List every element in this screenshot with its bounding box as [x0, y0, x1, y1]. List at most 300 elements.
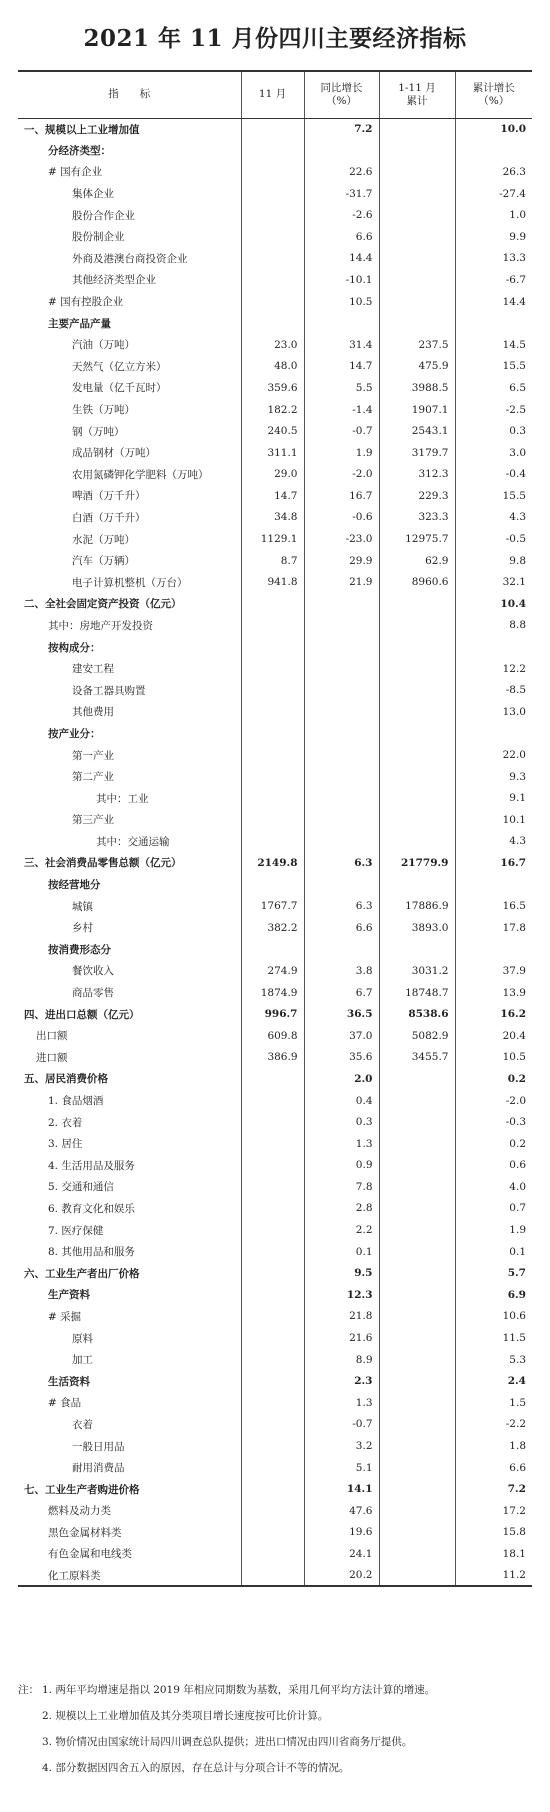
- row-cumulative-growth: 9.1: [455, 787, 532, 809]
- row-indicator: 汽车（万辆）: [72, 555, 135, 568]
- row-cumulative-growth: -0.4: [455, 464, 532, 486]
- table-row: [18, 291, 532, 313]
- row-indicator: 钢（万吨）: [72, 425, 125, 438]
- row-indicator: 第一产业: [72, 749, 114, 762]
- row-yoy-growth: 21.9: [304, 571, 379, 593]
- row-month-value: [241, 1543, 304, 1565]
- row-yoy-growth: [304, 658, 379, 680]
- row-cumulative-growth: -6.7: [455, 269, 532, 291]
- row-cumulative-growth: 1.9: [455, 1219, 532, 1241]
- table-row: [18, 982, 532, 1004]
- header-cumulative-growth: 累计增长 （%）: [455, 71, 532, 118]
- row-month-value: [241, 140, 304, 162]
- row-yoy-growth: 24.1: [304, 1543, 379, 1565]
- table-row: [18, 1219, 532, 1241]
- table-row: [18, 442, 532, 464]
- row-indicator: 生铁（万吨）: [72, 404, 135, 417]
- row-cumulative-value: [379, 1111, 455, 1133]
- row-yoy-growth: -2.0: [304, 464, 379, 486]
- table-row: [18, 1068, 532, 1090]
- row-yoy-growth: [304, 679, 379, 701]
- table-row: [18, 1025, 532, 1047]
- row-cumulative-value: [379, 1370, 455, 1392]
- row-cumulative-value: [379, 161, 455, 183]
- table-row: [18, 312, 532, 334]
- row-yoy-growth: 21.6: [304, 1327, 379, 1349]
- table-row: [18, 809, 532, 831]
- row-cumulative-value: [379, 1349, 455, 1371]
- row-month-value: [241, 809, 304, 831]
- footnote-item: [18, 1735, 532, 1749]
- table-row: [18, 679, 532, 701]
- row-indicator: 7. 医疗保健: [48, 1224, 104, 1237]
- row-month-value: [241, 1370, 304, 1392]
- row-cumulative-value: 12975.7: [379, 528, 455, 550]
- row-yoy-growth: 20.2: [304, 1565, 379, 1587]
- table-row: [18, 464, 532, 486]
- row-cumulative-growth: [455, 939, 532, 961]
- row-cumulative-growth: -2.5: [455, 399, 532, 421]
- row-month-value: [241, 766, 304, 788]
- row-month-value: [241, 1392, 304, 1414]
- table-row: [18, 183, 532, 205]
- table-row: [18, 1306, 532, 1328]
- table-row: [18, 1327, 532, 1349]
- header-cumulative: 1-11 月 累计: [379, 71, 455, 118]
- table-row: [18, 636, 532, 658]
- row-cumulative-value: 3455.7: [379, 1047, 455, 1069]
- row-cumulative-value: [379, 1262, 455, 1284]
- row-month-value: [241, 291, 304, 313]
- table-row: [18, 140, 532, 162]
- row-indicator: 其中：房地产开发投资: [48, 619, 153, 632]
- row-cumulative-value: [379, 939, 455, 961]
- row-cumulative-growth: [455, 636, 532, 658]
- table-row: [18, 1262, 532, 1284]
- row-indicator: 商品零售: [72, 987, 114, 1000]
- row-yoy-growth: 35.6: [304, 1047, 379, 1069]
- row-cumulative-growth: 0.3: [455, 420, 532, 442]
- row-indicator: 1. 食品烟酒: [48, 1095, 104, 1108]
- row-cumulative-growth: 26.3: [455, 161, 532, 183]
- row-yoy-growth: -31.7: [304, 183, 379, 205]
- row-indicator: 水泥（万吨）: [72, 533, 135, 546]
- row-indicator: 五、居民消费价格: [24, 1073, 108, 1086]
- row-month-value: [241, 1176, 304, 1198]
- row-cumulative-value: [379, 1327, 455, 1349]
- row-cumulative-growth: 13.0: [455, 701, 532, 723]
- row-indicator: # 国有控股企业: [48, 296, 124, 309]
- row-cumulative-value: [379, 636, 455, 658]
- row-cumulative-value: [379, 1392, 455, 1414]
- row-yoy-growth: 7.8: [304, 1176, 379, 1198]
- row-indicator: 发电量（亿千瓦时）: [72, 382, 167, 395]
- row-indicator: 电子计算机整机（万台）: [72, 576, 188, 589]
- row-cumulative-value: 8960.6: [379, 571, 455, 593]
- row-cumulative-growth: 15.5: [455, 485, 532, 507]
- row-cumulative-growth: -0.3: [455, 1111, 532, 1133]
- row-cumulative-growth: 11.5: [455, 1327, 532, 1349]
- row-month-value: [241, 1068, 304, 1090]
- row-yoy-growth: 6.3: [304, 895, 379, 917]
- row-yoy-growth: -23.0: [304, 528, 379, 550]
- row-cumulative-growth: [455, 723, 532, 745]
- table-row: [18, 399, 532, 421]
- row-month-value: [241, 1435, 304, 1457]
- row-indicator: 白酒（万千升）: [72, 511, 146, 524]
- row-month-value: 1129.1: [241, 528, 304, 550]
- table-row: [18, 787, 532, 809]
- table-row: [18, 701, 532, 723]
- table-row: [18, 334, 532, 356]
- table-row: [18, 1522, 532, 1544]
- row-cumulative-growth: 10.1: [455, 809, 532, 831]
- row-indicator: 生活资料: [48, 1375, 90, 1388]
- row-cumulative-growth: 32.1: [455, 571, 532, 593]
- row-indicator: 按消费形态分: [48, 943, 111, 956]
- table-row: [18, 1565, 532, 1587]
- indicators-table: [18, 70, 532, 1587]
- row-cumulative-growth: 17.2: [455, 1500, 532, 1522]
- row-indicator: # 食品: [48, 1397, 82, 1410]
- row-yoy-growth: -1.4: [304, 399, 379, 421]
- row-cumulative-growth: 7.2: [455, 1478, 532, 1500]
- table-row: [18, 1090, 532, 1112]
- row-indicator: 一般日用品: [72, 1440, 125, 1453]
- row-month-value: [241, 1090, 304, 1112]
- row-month-value: [241, 1219, 304, 1241]
- row-month-value: 311.1: [241, 442, 304, 464]
- row-indicator: 四、进出口总额（亿元）: [24, 1008, 140, 1021]
- table-row: [18, 1155, 532, 1177]
- row-yoy-growth: 37.0: [304, 1025, 379, 1047]
- row-yoy-growth: 2.3: [304, 1370, 379, 1392]
- row-indicator: 七、工业生产者购进价格: [24, 1483, 140, 1496]
- row-cumulative-growth: -8.5: [455, 679, 532, 701]
- row-month-value: 23.0: [241, 334, 304, 356]
- row-cumulative-value: [379, 593, 455, 615]
- row-month-value: 609.8: [241, 1025, 304, 1047]
- header-indicator: 指 标: [18, 71, 241, 118]
- table-row: [18, 658, 532, 680]
- row-yoy-growth: -2.6: [304, 204, 379, 226]
- row-month-value: [241, 1262, 304, 1284]
- row-cumulative-value: [379, 658, 455, 680]
- row-cumulative-value: [379, 723, 455, 745]
- row-indicator: 原料: [72, 1332, 93, 1345]
- row-yoy-growth: [304, 636, 379, 658]
- row-cumulative-growth: 12.2: [455, 658, 532, 680]
- row-month-value: [241, 874, 304, 896]
- row-yoy-growth: 3.2: [304, 1435, 379, 1457]
- row-yoy-growth: [304, 787, 379, 809]
- row-cumulative-value: [379, 1133, 455, 1155]
- row-month-value: [241, 1565, 304, 1587]
- table-row: [18, 874, 532, 896]
- row-cumulative-growth: [455, 312, 532, 334]
- row-cumulative-value: 21779.9: [379, 852, 455, 874]
- row-cumulative-value: [379, 766, 455, 788]
- row-month-value: 1874.9: [241, 982, 304, 1004]
- row-cumulative-value: [379, 787, 455, 809]
- row-yoy-growth: 2.8: [304, 1198, 379, 1220]
- row-indicator: 股份制企业: [72, 231, 125, 244]
- row-indicator: 有色金属和电线类: [48, 1548, 132, 1561]
- row-cumulative-growth: 37.9: [455, 960, 532, 982]
- row-cumulative-value: [379, 118, 455, 140]
- row-month-value: [241, 615, 304, 637]
- row-yoy-growth: 0.9: [304, 1155, 379, 1177]
- row-indicator: 出口额: [36, 1030, 68, 1043]
- row-cumulative-growth: 1.0: [455, 204, 532, 226]
- row-yoy-growth: [304, 701, 379, 723]
- table-row: [18, 593, 532, 615]
- table-row: [18, 550, 532, 572]
- row-cumulative-growth: 22.0: [455, 744, 532, 766]
- footnotes: [18, 1683, 532, 1787]
- row-indicator: 6. 教育文化和娱乐: [48, 1202, 135, 1215]
- footnote-text: 2. 规模以上工业增加值及其分类项目增长速度按可比价计算。: [42, 1710, 329, 1722]
- row-month-value: 14.7: [241, 485, 304, 507]
- row-cumulative-growth: 15.8: [455, 1522, 532, 1544]
- row-yoy-growth: 31.4: [304, 334, 379, 356]
- row-yoy-growth: [304, 809, 379, 831]
- row-month-value: 386.9: [241, 1047, 304, 1069]
- table-row: [18, 1543, 532, 1565]
- row-cumulative-value: [379, 1306, 455, 1328]
- row-cumulative-growth: 11.2: [455, 1565, 532, 1587]
- row-cumulative-growth: 3.0: [455, 442, 532, 464]
- row-yoy-growth: 1.3: [304, 1392, 379, 1414]
- row-cumulative-growth: 13.9: [455, 982, 532, 1004]
- table-row: [18, 377, 532, 399]
- row-cumulative-value: [379, 1155, 455, 1177]
- footnote-item: [18, 1761, 532, 1775]
- row-month-value: 29.0: [241, 464, 304, 486]
- row-indicator: 衣着: [72, 1418, 93, 1431]
- row-cumulative-value: 62.9: [379, 550, 455, 572]
- row-yoy-growth: 6.7: [304, 982, 379, 1004]
- row-cumulative-value: 18748.7: [379, 982, 455, 1004]
- table-row: [18, 1198, 532, 1220]
- row-indicator: 建安工程: [72, 663, 114, 676]
- row-cumulative-growth: 10.0: [455, 118, 532, 140]
- row-yoy-growth: [304, 939, 379, 961]
- row-cumulative-value: 8538.6: [379, 1003, 455, 1025]
- row-indicator: 燃料及动力类: [48, 1505, 111, 1518]
- row-cumulative-growth: -0.5: [455, 528, 532, 550]
- row-cumulative-value: 5082.9: [379, 1025, 455, 1047]
- table-row: [18, 269, 532, 291]
- row-month-value: [241, 1284, 304, 1306]
- row-yoy-growth: 1.9: [304, 442, 379, 464]
- table-row: [18, 1414, 532, 1436]
- table-row: [18, 1241, 532, 1263]
- row-month-value: [241, 679, 304, 701]
- row-cumulative-growth: 0.7: [455, 1198, 532, 1220]
- table-row: [18, 766, 532, 788]
- row-indicator: 加工: [72, 1354, 93, 1367]
- table-row: [18, 226, 532, 248]
- row-month-value: [241, 1111, 304, 1133]
- row-indicator: 3. 居住: [48, 1138, 83, 1151]
- row-cumulative-value: [379, 809, 455, 831]
- row-cumulative-growth: 15.5: [455, 356, 532, 378]
- row-month-value: [241, 1522, 304, 1544]
- row-month-value: 8.7: [241, 550, 304, 572]
- footnote-prefix: [18, 1735, 42, 1749]
- footnote-prefix: [18, 1709, 42, 1723]
- row-cumulative-growth: 16.7: [455, 852, 532, 874]
- row-indicator: 化工原料类: [18, 1565, 241, 1587]
- row-month-value: [241, 1457, 304, 1479]
- row-indicator: 三、社会消费品零售总额（亿元）: [24, 857, 182, 870]
- row-cumulative-value: [379, 312, 455, 334]
- row-cumulative-value: [379, 1457, 455, 1479]
- row-month-value: [241, 1327, 304, 1349]
- row-yoy-growth: 14.7: [304, 356, 379, 378]
- row-cumulative-growth: 17.8: [455, 917, 532, 939]
- row-yoy-growth: 22.6: [304, 161, 379, 183]
- row-cumulative-growth: 0.2: [455, 1068, 532, 1090]
- row-cumulative-growth: 5.7: [455, 1262, 532, 1284]
- row-month-value: [241, 1414, 304, 1436]
- row-month-value: [241, 723, 304, 745]
- row-yoy-growth: 47.6: [304, 1500, 379, 1522]
- row-month-value: [241, 248, 304, 270]
- row-indicator: 4. 生活用品及服务: [48, 1159, 135, 1172]
- row-cumulative-growth: 18.1: [455, 1543, 532, 1565]
- row-cumulative-growth: -2.2: [455, 1414, 532, 1436]
- row-cumulative-value: [379, 1478, 455, 1500]
- row-indicator: 按产业分：: [48, 727, 101, 740]
- row-month-value: [241, 744, 304, 766]
- row-cumulative-value: [379, 204, 455, 226]
- row-cumulative-value: [379, 1219, 455, 1241]
- row-cumulative-growth: 5.3: [455, 1349, 532, 1371]
- row-indicator: 2. 衣着: [48, 1116, 83, 1129]
- row-yoy-growth: 2.0: [304, 1068, 379, 1090]
- row-cumulative-growth: 2.4: [455, 1370, 532, 1392]
- table-row: [18, 356, 532, 378]
- row-month-value: 240.5: [241, 420, 304, 442]
- row-indicator: 啤酒（万千升）: [72, 490, 146, 503]
- row-indicator: 六、工业生产者出厂价格: [24, 1267, 140, 1280]
- row-cumulative-growth: 6.9: [455, 1284, 532, 1306]
- row-cumulative-value: 2543.1: [379, 420, 455, 442]
- row-month-value: 941.8: [241, 571, 304, 593]
- row-cumulative-growth: 8.8: [455, 615, 532, 637]
- row-cumulative-value: 3988.5: [379, 377, 455, 399]
- row-yoy-growth: [304, 831, 379, 853]
- row-indicator: 其他费用: [72, 706, 114, 719]
- row-month-value: [241, 183, 304, 205]
- row-indicator: 农用氮磷钾化学肥料（万吨）: [72, 468, 209, 481]
- row-indicator: 生产资料: [48, 1289, 90, 1302]
- row-cumulative-value: [379, 140, 455, 162]
- row-month-value: [241, 787, 304, 809]
- table-row: [18, 204, 532, 226]
- row-indicator: 天然气（亿立方米）: [72, 360, 167, 373]
- row-indicator: 主要产品产量: [48, 317, 111, 330]
- row-indicator: 二、全社会固定资产投资（亿元）: [24, 598, 182, 611]
- row-indicator: # 采掘: [48, 1310, 82, 1323]
- table-row: [18, 1349, 532, 1371]
- row-indicator: 耐用消费品: [72, 1462, 125, 1475]
- row-indicator: 按经营地分: [48, 879, 101, 892]
- row-cumulative-value: [379, 1241, 455, 1263]
- row-indicator: 第二产业: [72, 771, 114, 784]
- row-month-value: [241, 1155, 304, 1177]
- row-month-value: [241, 1306, 304, 1328]
- row-cumulative-growth: 1.5: [455, 1392, 532, 1414]
- row-yoy-growth: [304, 312, 379, 334]
- table-row: [18, 528, 532, 550]
- row-cumulative-growth: 10.5: [455, 1047, 532, 1069]
- row-yoy-growth: -0.7: [304, 420, 379, 442]
- row-yoy-growth: 12.3: [304, 1284, 379, 1306]
- footnote-text: 1. 两年平均增速是指以 2019 年相应同期数为基数，采用几何平均方法计算的增速。: [42, 1684, 436, 1696]
- row-month-value: [241, 1349, 304, 1371]
- table-row: [18, 1435, 532, 1457]
- row-cumulative-growth: 4.3: [455, 831, 532, 853]
- row-yoy-growth: 5.5: [304, 377, 379, 399]
- row-yoy-growth: 14.4: [304, 248, 379, 270]
- row-cumulative-value: [379, 744, 455, 766]
- row-yoy-growth: 7.2: [304, 118, 379, 140]
- row-indicator: 设备工器具购置: [72, 684, 146, 697]
- row-month-value: [241, 1478, 304, 1500]
- row-month-value: 1767.7: [241, 895, 304, 917]
- table-row: [18, 895, 532, 917]
- header-month: 11 月: [241, 71, 304, 118]
- row-yoy-growth: 16.7: [304, 485, 379, 507]
- row-cumulative-growth: 10.4: [455, 593, 532, 615]
- row-yoy-growth: 29.9: [304, 550, 379, 572]
- table-body: [18, 118, 532, 1586]
- table-row: [18, 1284, 532, 1306]
- table-row: [18, 507, 532, 529]
- row-yoy-growth: -0.6: [304, 507, 379, 529]
- row-yoy-growth: 6.6: [304, 917, 379, 939]
- row-yoy-growth: [304, 723, 379, 745]
- row-yoy-growth: 21.8: [304, 1306, 379, 1328]
- footnote-text: 3. 物价情况由国家统计局四川调查总队提供；进出口情况由四川省商务厅提供。: [42, 1736, 413, 1748]
- table-row: [18, 1047, 532, 1069]
- row-cumulative-growth: 16.5: [455, 895, 532, 917]
- row-cumulative-growth: 0.1: [455, 1241, 532, 1263]
- table-row: [18, 161, 532, 183]
- row-cumulative-growth: 4.3: [455, 507, 532, 529]
- row-cumulative-value: [379, 679, 455, 701]
- row-cumulative-value: 3893.0: [379, 917, 455, 939]
- row-cumulative-value: [379, 874, 455, 896]
- row-month-value: [241, 226, 304, 248]
- row-cumulative-value: [379, 1176, 455, 1198]
- row-indicator: 8. 其他用品和服务: [48, 1246, 135, 1259]
- row-yoy-growth: 1.3: [304, 1133, 379, 1155]
- row-month-value: 48.0: [241, 356, 304, 378]
- row-cumulative-value: 237.5: [379, 334, 455, 356]
- row-month-value: [241, 312, 304, 334]
- row-cumulative-value: [379, 226, 455, 248]
- row-yoy-growth: 0.1: [304, 1241, 379, 1263]
- footnote-item: [18, 1709, 532, 1723]
- row-cumulative-growth: 6.5: [455, 377, 532, 399]
- table-row: [18, 485, 532, 507]
- row-month-value: [241, 269, 304, 291]
- row-indicator: 其中：交通运输: [96, 835, 170, 848]
